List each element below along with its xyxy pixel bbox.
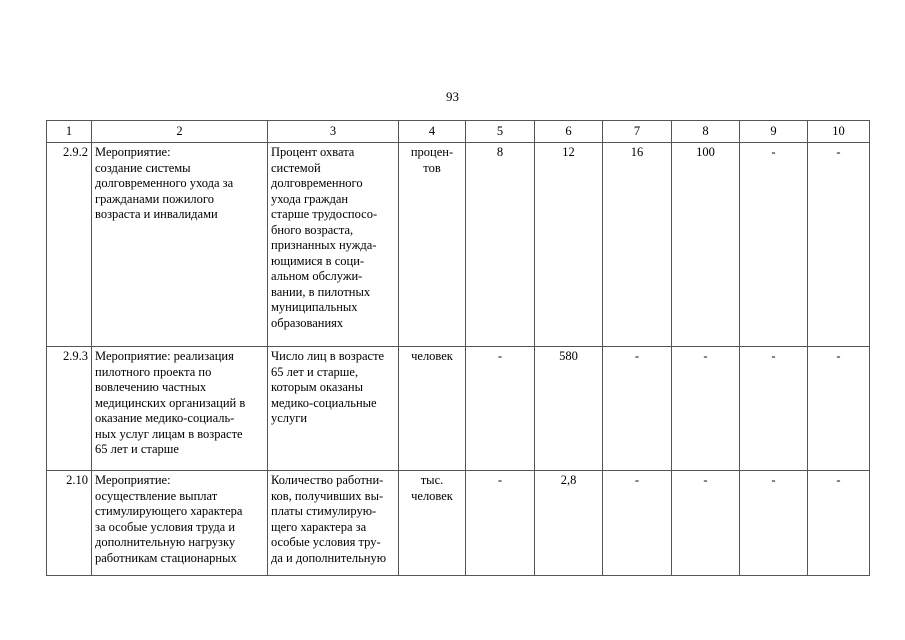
event-cell: Мероприятие: осуществление выплат стимулирующего характера за особые условия труда и дополнительную нагрузку работникам стационарных [92,471,268,576]
value-cell: 8 [466,143,535,347]
value-cell: - [466,471,535,576]
value-cell: - [603,347,672,471]
header-cell: 2 [92,121,268,143]
value-cell: - [466,347,535,471]
table-row [47,347,870,471]
header-cell: 6 [535,121,603,143]
header-cell: 3 [268,121,399,143]
value-cell: - [808,143,870,347]
value-cell: - [740,347,808,471]
header-cell: 4 [399,121,466,143]
value-cell: 2,8 [535,471,603,576]
unit-cell: человек [399,347,466,471]
row-number: 2.9.2 [47,143,92,347]
table-header-row [47,121,870,143]
value-cell: - [808,347,870,471]
value-cell: - [603,471,672,576]
table-row [47,471,870,576]
unit-cell: процен- тов [399,143,466,347]
header-cell: 8 [672,121,740,143]
unit-cell: тыс. человек [399,471,466,576]
header-cell: 9 [740,121,808,143]
table-row [47,143,870,347]
event-cell: Мероприятие: создание системы долговременного ухода за гражданами пожилого возраста и инвалидами [92,143,268,347]
value-cell: - [740,143,808,347]
value-cell: - [808,471,870,576]
header-cell: 1 [47,121,92,143]
value-cell: 580 [535,347,603,471]
indicator-cell: Процент охвата системой долговременного ухода граждан старше трудоспосо- бного возраста, признанных нужда- ющимися в соци- альном обслужи- вании, в пилотных муниципальных образованиях [268,143,399,347]
page-number: 93 [446,89,459,104]
indicator-cell: Число лиц в возрасте 65 лет и старше, которым оказаны медико-социальные услуги [268,347,399,471]
row-number: 2.9.3 [47,347,92,471]
header-cell: 5 [466,121,535,143]
value-cell: - [672,347,740,471]
header-cell: 7 [603,121,672,143]
value-cell: - [740,471,808,576]
value-cell: 16 [603,143,672,347]
indicator-cell: Количество работни- ков, получивших вы- платы стимулирую- щего характера за особые условия тру- да и дополнительную [268,471,399,576]
row-number: 2.10 [47,471,92,576]
value-cell: 100 [672,143,740,347]
data-table [46,120,870,576]
header-cell: 10 [808,121,870,143]
event-cell: Мероприятие: реализация пилотного проекта по вовлечению частных медицинских организаций в оказание медико-социаль- ных услуг лицам в возрасте 65 лет и старше [92,347,268,471]
value-cell: 12 [535,143,603,347]
value-cell: - [672,471,740,576]
